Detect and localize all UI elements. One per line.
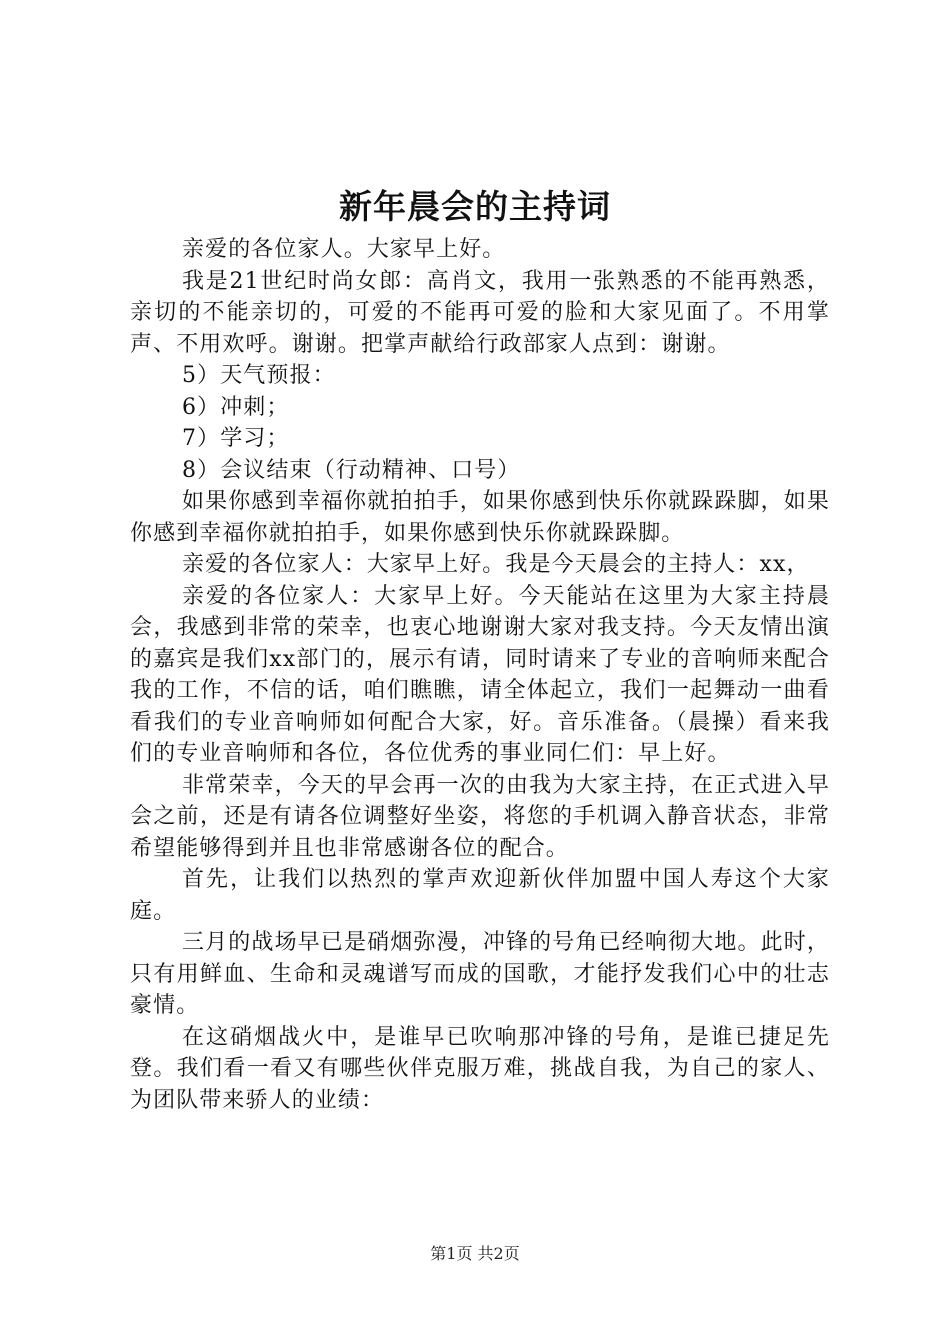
paragraph-10: 非常荣幸，今天的早会再一次的由我为大家主持，在正式进入早会之前，还是有请各位调整好坐姿，将您的手机调入静音状态，非常希望能够得到并且也非常感谢各位的配合。 xyxy=(130,772,830,861)
paragraph-1: 亲爱的各位家人。大家早上好。 xyxy=(182,237,506,262)
paragraph-11: 首先，让我们以热烈的掌声欢迎新伙伴加盟中国人寿这个大家庭。 xyxy=(130,867,830,924)
paragraph-8: 亲爱的各位家人：大家早上好。我是今天晨会的主持人：xx， xyxy=(182,552,810,577)
document-title: 新年晨会的主持词 xyxy=(339,187,611,226)
paragraph-9: 亲爱的各位家人：大家早上好。今天能站在这里为大家主持晨会，我感到非常的荣幸，也衷心地谢谢大家对我支持。今天友情出演的嘉宾是我们xx部门的，展示有请，同时请来了专业的音响师来配合我的工作，不信的话，咱们瞧瞧，请全体起立，我们一起舞动一曲看看我们的专业音响师如何配合大家，好。音乐准备。（晨操）看来我们的专业音响师和各位，各位优秀的事业同仁们：早上好。 xyxy=(130,583,830,766)
paragraph-4: 6）冲刺； xyxy=(182,394,290,420)
document-body xyxy=(130,234,830,1116)
paragraph-12: 三月的战场早已是硝烟弥漫，冲锋的号角已经响彻大地。此时，只有用鲜血、生命和灵魂谱写而成的国歌，才能抒发我们心中的壮志豪情。 xyxy=(130,930,830,1018)
paragraph-5: 7）学习； xyxy=(182,426,290,451)
paragraph-13: 在这硝烟战火中，是谁早已吹响那冲锋的号角，是谁已捷足先登。我们看一看又有哪些伙伴克服万难，挑战自我，为自己的家人、为团队带来骄人的业绩： xyxy=(130,1024,830,1113)
paragraph-7: 如果你感到幸福你就拍拍手，如果你感到快乐你就跺跺脚，如果你感到幸福你就拍拍手，如果你感到快乐你就跺跺脚。 xyxy=(130,489,830,546)
paragraph-6: 8）会议结束（行动精神、口号） xyxy=(182,457,521,483)
paragraph-3: 5）天气预报： xyxy=(182,363,336,388)
paragraph-2: 我是21世纪时尚女郎：高肖文，我用一张熟悉的不能再熟悉，亲切的不能亲切的，可爱的不能再可爱的脸和大家见面了。不用掌声、不用欢呼。谢谢。把掌声献给行政部家人点到：谢谢。 xyxy=(130,268,830,357)
page-number-footer: 第1页 共2页 xyxy=(430,1244,520,1263)
